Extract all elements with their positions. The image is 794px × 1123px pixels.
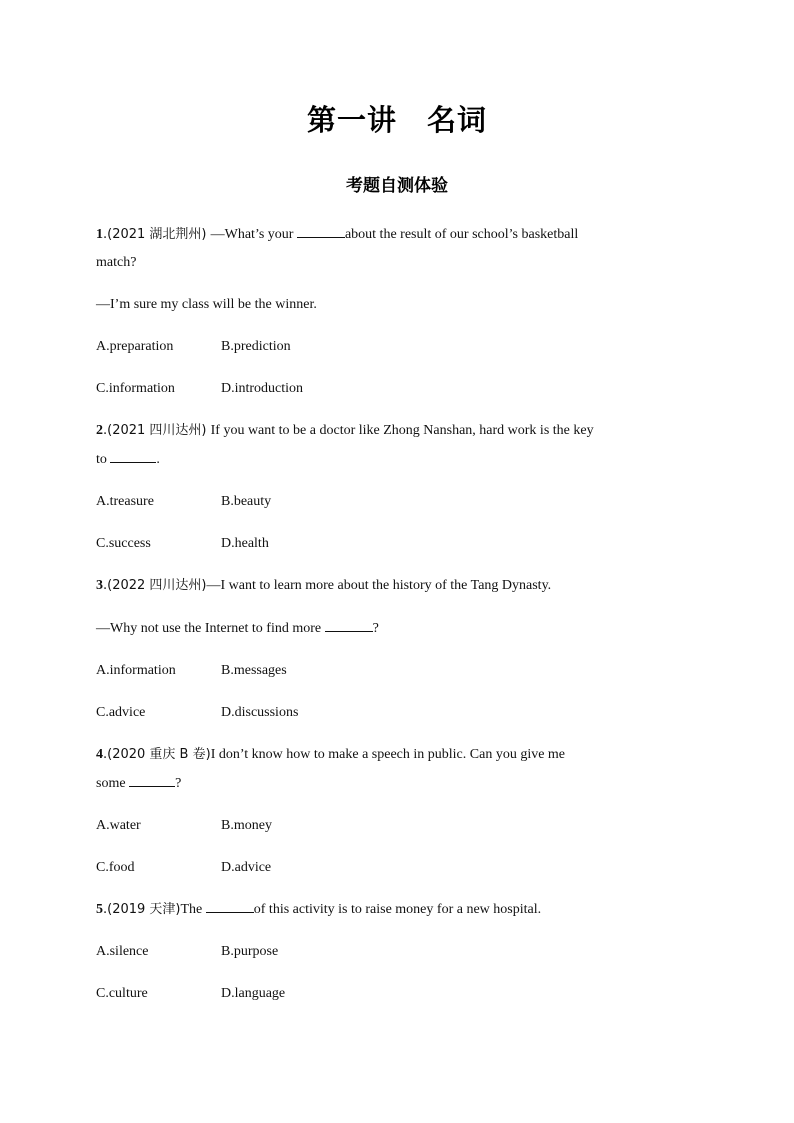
option-a: A.treasure — [96, 494, 154, 509]
question-3-options-row-1 — [96, 661, 696, 681]
option-c: C.food — [96, 860, 135, 875]
question-text: ? — [175, 776, 182, 791]
question-text: —What’s your — [210, 227, 297, 242]
question-4-stem-cont — [96, 774, 696, 794]
question-3-stem — [96, 576, 696, 596]
question-1-options-row-2 — [96, 379, 696, 399]
question-1-stem-cont: match? — [96, 255, 137, 270]
question-1-reply: —I’m sure my class will be the winner. — [96, 297, 317, 312]
question-text: If you want to be a doctor like Zhong Nanshan, hard work is the key — [210, 423, 594, 438]
option-b: B.purpose — [221, 944, 279, 959]
question-3-reply — [96, 619, 696, 639]
question-2-stem — [96, 421, 696, 441]
question-3-options-row-2 — [96, 703, 696, 723]
question-text: ? — [372, 621, 379, 636]
question-text: —Why not use the Internet to find more — [96, 621, 325, 636]
question-1-options-row-1 — [96, 337, 696, 357]
question-number: 2 — [96, 423, 103, 438]
answer-blank — [297, 225, 345, 238]
question-2-stem-cont — [96, 450, 696, 470]
page-title: 第一讲 名词 — [306, 103, 487, 137]
question-number: 4 — [96, 747, 103, 762]
answer-blank — [129, 774, 175, 787]
answer-blank — [325, 619, 373, 632]
question-text: about the result of our school’s basketball — [344, 227, 579, 242]
question-source: .(2019 天津) — [103, 902, 181, 917]
option-c: C.success — [96, 536, 151, 551]
question-5-stem — [96, 900, 696, 920]
option-d: D.introduction — [221, 381, 304, 396]
option-d: D.discussions — [221, 705, 299, 720]
option-b: B.messages — [221, 663, 287, 678]
option-d: D.health — [221, 536, 269, 551]
question-text: —I want to learn more about the history of the Tang Dynasty. — [206, 578, 552, 593]
question-4-options-row-2 — [96, 858, 696, 878]
option-c: C.advice — [96, 705, 146, 720]
question-text: some — [96, 776, 130, 791]
question-text: . — [156, 452, 160, 467]
question-source: .(2021 四川达州) — [103, 423, 211, 438]
question-number: 1 — [96, 227, 103, 242]
question-number: 3 — [96, 578, 103, 593]
question-1-stem — [96, 225, 696, 245]
question-5-options-row-2 — [96, 984, 696, 1004]
answer-blank — [206, 900, 254, 913]
question-source: .(2020 重庆 B 卷) — [103, 747, 211, 762]
section-subtitle: 考题自测体验 — [346, 176, 448, 196]
question-text: to — [96, 452, 111, 467]
option-b: B.beauty — [221, 494, 272, 509]
question-2-options-row-1 — [96, 492, 696, 512]
option-a: A.water — [96, 818, 141, 833]
option-a: A.information — [96, 663, 176, 678]
option-c: C.information — [96, 381, 175, 396]
question-text: The — [180, 902, 206, 917]
question-text: I don’t know how to make a speech in public. Can you give me — [210, 747, 566, 762]
option-b: B.prediction — [221, 339, 291, 354]
option-a: A.preparation — [96, 339, 174, 354]
question-2-options-row-2 — [96, 534, 696, 554]
option-d: D.advice — [221, 860, 272, 875]
option-a: A.silence — [96, 944, 149, 959]
option-b: B.money — [221, 818, 272, 833]
question-5-options-row-1 — [96, 942, 696, 962]
question-4-stem — [96, 745, 696, 765]
question-source: .(2021 湖北荆州) — [103, 227, 211, 242]
question-source: .(2022 四川达州) — [103, 578, 207, 593]
option-c: C.culture — [96, 986, 148, 1001]
question-number: 5 — [96, 902, 103, 917]
answer-blank — [110, 450, 156, 463]
option-d: D.language — [221, 986, 286, 1001]
question-4-options-row-1 — [96, 816, 696, 836]
question-text: of this activity is to raise money for a new hospital. — [253, 902, 542, 917]
